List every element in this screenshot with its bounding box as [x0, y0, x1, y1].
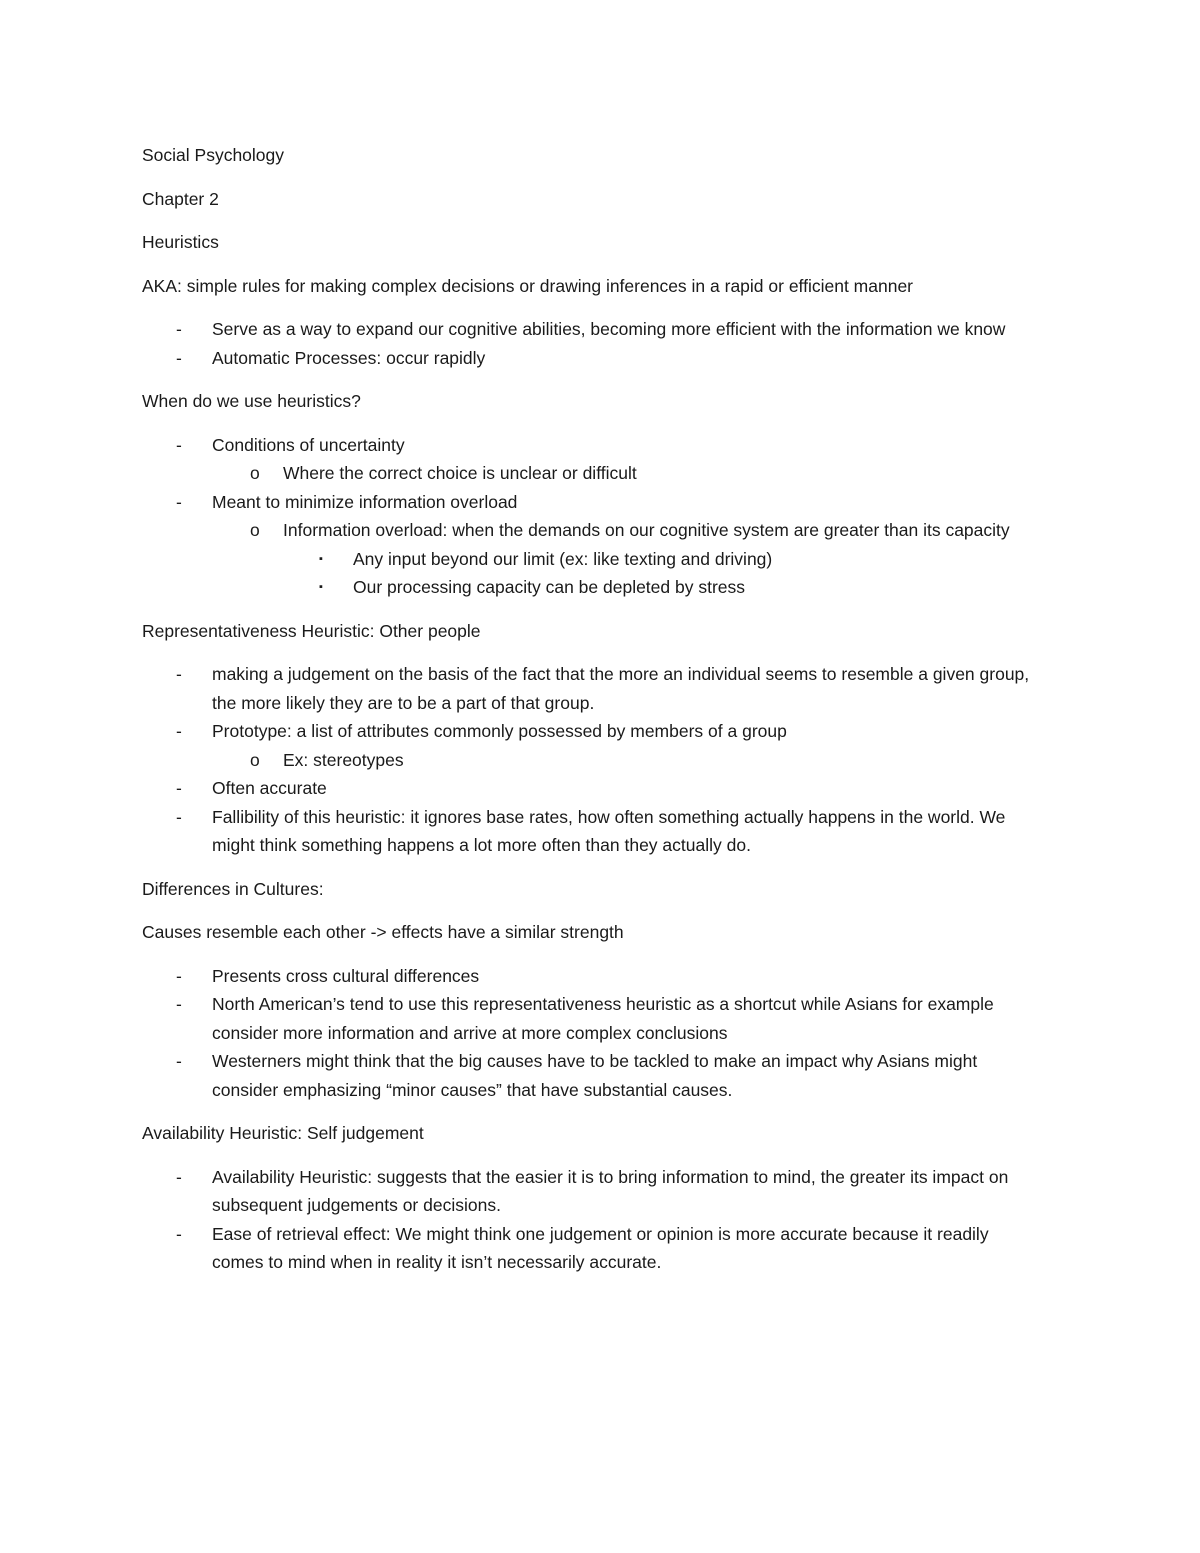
- dash-marker: -: [176, 347, 182, 368]
- chapter-label: Chapter 2: [142, 188, 219, 209]
- dash-marker: -: [176, 434, 182, 455]
- list-item: - Prototype: a list of attributes commonly possessed by members of a group: [142, 717, 1042, 746]
- list-item: - Availability Heuristic: suggests that the easier it is to bring information to mind, the greater its impact on subsequent judgements or decisions.: [142, 1163, 1042, 1220]
- dash-marker: -: [176, 806, 182, 827]
- dash-marker: -: [176, 994, 182, 1014]
- circle-bullet-icon: o: [250, 463, 260, 483]
- list-item: - making a judgement on the basis of the fact that the more an individual seems to resemble a given group, the more likely they are to be a part of that group.: [142, 660, 1042, 717]
- dash-marker: -: [176, 1166, 182, 1187]
- aka-definition: AKA: simple rules for making complex decisions or drawing inferences in a rapid or efficient manner: [142, 275, 914, 296]
- heuristics-list: [142, 315, 1042, 372]
- dash-marker: -: [176, 778, 182, 798]
- list-item: - Conditions of uncertainty: [142, 431, 1042, 460]
- dash-marker: -: [176, 664, 182, 684]
- list-item: - North American’s tend to use this representativeness heuristic as a shortcut while Asians for example consider more information and arrive at more complex conclusions: [142, 990, 1042, 1047]
- dash-marker: -: [176, 965, 182, 986]
- square-bullet-icon: ▪: [319, 552, 323, 565]
- sub-list-item: o Information overload: when the demands on our cognitive system are greater than its capacity: [142, 516, 1042, 545]
- list-item: - Westerners might think that the big causes have to be tackled to make an impact why Asians might consider emphasizing “minor causes” that have substantial causes.: [142, 1047, 1042, 1104]
- representativeness-list: [142, 660, 1042, 860]
- sub-sub-list-item: ▪ Any input beyond our limit (ex: like texting and driving): [142, 545, 1042, 574]
- section-heading-availability: Availability Heuristic: Self judgement: [142, 1123, 424, 1143]
- dash-marker: -: [176, 1223, 182, 1244]
- causes-line: Causes resemble each other -> effects have a similar strength: [142, 922, 624, 942]
- circle-bullet-icon: o: [250, 749, 260, 770]
- list-item: - Meant to minimize information overload: [142, 488, 1042, 517]
- dash-marker: -: [176, 1051, 182, 1071]
- section-heading-when: When do we use heuristics?: [142, 391, 361, 411]
- sub-list-item: o Ex: stereotypes: [142, 746, 1042, 775]
- list-item: - Presents cross cultural differences: [142, 962, 1042, 991]
- section-heading-representativeness: Representativeness Heuristic: Other people: [142, 620, 481, 641]
- document-body: [142, 141, 1042, 1292]
- document-title: Social Psychology: [142, 145, 285, 165]
- list-item: - Fallibility of this heuristic: it ignores base rates, how often something actually happens in the world. We might think something happens a lot more often than they actually do.: [142, 803, 1042, 860]
- list-item: - Automatic Processes: occur rapidly: [142, 344, 1042, 373]
- square-bullet-icon: ▪: [319, 581, 323, 593]
- list-item: - Serve as a way to expand our cognitive abilities, becoming more efficient with the information we know: [142, 315, 1042, 344]
- section-heading-cultures: Differences in Cultures:: [142, 878, 324, 899]
- sub-list-item: o Where the correct choice is unclear or difficult: [142, 459, 1042, 488]
- sub-sub-list-item: ▪ Our processing capacity can be depleted by stress: [142, 573, 1042, 602]
- when-list: [142, 431, 1042, 602]
- cultures-list: [142, 962, 1042, 1105]
- list-item: - Often accurate: [142, 774, 1042, 803]
- dash-marker: -: [176, 491, 182, 512]
- dash-marker: -: [176, 721, 182, 741]
- dash-marker: -: [176, 319, 182, 339]
- circle-bullet-icon: o: [250, 520, 260, 540]
- list-item: - Ease of retrieval effect: We might think one judgement or opinion is more accurate because it readily comes to mind when in reality it isn’t necessarily accurate.: [142, 1220, 1042, 1277]
- availability-list: [142, 1163, 1042, 1277]
- topic-heading: Heuristics: [142, 232, 219, 252]
